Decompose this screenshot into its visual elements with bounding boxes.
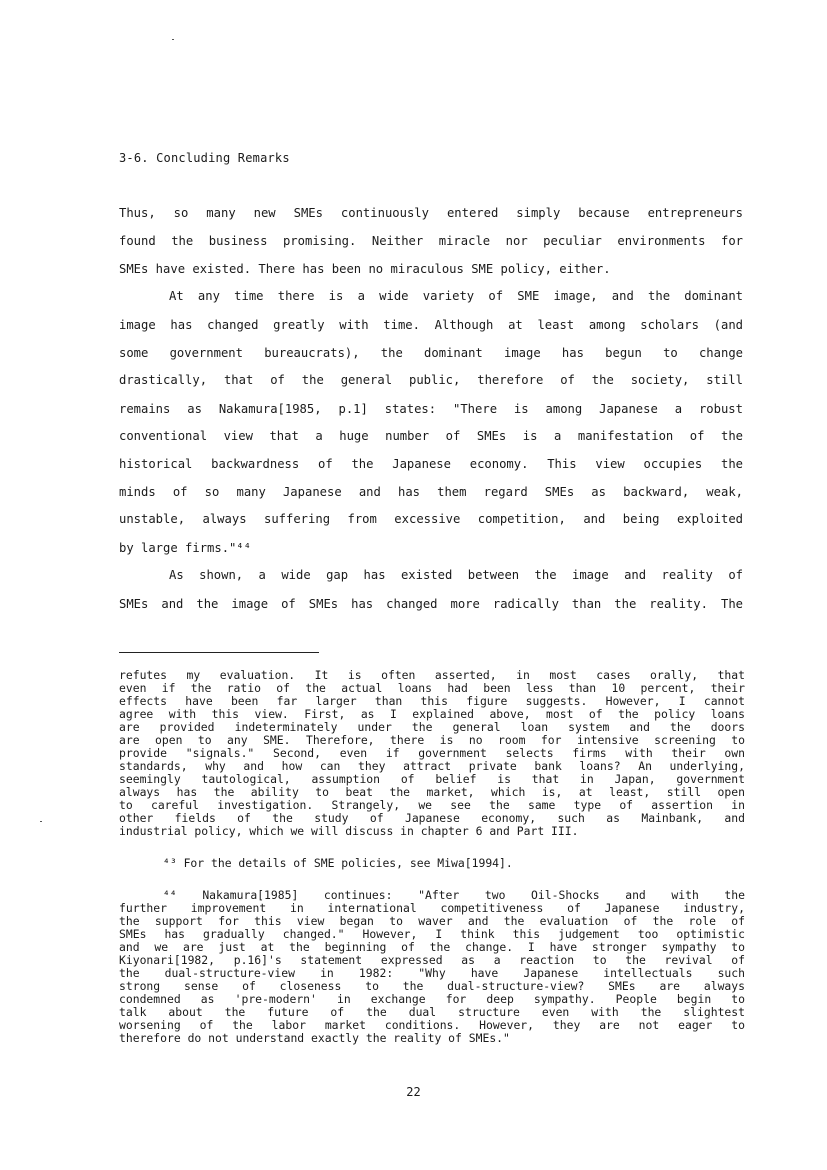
footnote-43: ⁴³ For the details of SME policies, see Miwa[1994]. [163,856,513,870]
body-line: remains as Nakamura[1985, p.1] states: "There is among Japanese a robust [119,402,743,416]
body-line: by large firms."⁴⁴ [119,541,252,555]
body-line: SMEs and the image of SMEs has changed more radically than the reality. The [119,597,743,611]
footnote-line: even if the ratio of the actual loans had been less than 10 percent, their [119,681,745,695]
footnote-line: industrial policy, which we will discuss in chapter 6 and Part III. [119,824,579,838]
body-line: Thus, so many new SMEs continuously entered simply because entrepreneurs [119,206,743,220]
scan-speck [172,39,174,40]
footnote-line: always has the ability to beat the market, which is, at least, still open [119,785,745,799]
footnote-line: refutes my evaluation. It is often asserted, in most cases orally, that [119,668,745,682]
body-line: conventional view that a huge number of SMEs is a manifestation of the [119,429,743,443]
footnote-44-line: talk about the future of the dual structure even with the slightest [119,1005,745,1019]
footnote-44-line: and we are just at the beginning of the change. I have stronger sympathy to [119,940,745,954]
footnote-44-line: ⁴⁴ Nakamura[1985] continues: "After two Oil-Shocks and with the [163,888,745,902]
body-line: At any time there is a wide variety of SME image, and the dominant [169,289,743,303]
footnote-line: agree with this view. First, as I explained above, most of the policy loans [119,707,745,721]
footnote-line: other fields of the study of Japanese economy, such as Mainbank, and [119,811,745,825]
body-line: some government bureaucrats), the dominant image has begun to change [119,346,743,360]
body-line: As shown, a wide gap has existed between the image and reality of [169,568,743,582]
scan-speck [40,821,42,822]
footnote-44-line: SMEs has gradually changed." However, I think this judgement too optimistic [119,927,745,941]
footnote-separator [119,652,319,653]
body-line: drastically, that of the general public, therefore of the society, still [119,373,743,387]
body-line: found the business promising. Neither miracle nor peculiar environments for [119,234,743,248]
footnote-line: to careful investigation. Strangely, we see the same type of assertion in [119,798,745,812]
body-line: SMEs have existed. There has been no miraculous SME policy, either. [119,262,611,276]
body-line: minds of so many Japanese and has them regard SMEs as backward, weak, [119,485,743,499]
footnote-44-line: worsening of the labor market conditions. However, they are not eager to [119,1018,745,1032]
footnote-44-line: condemned as 'pre-modern' in exchange for deep sympathy. People begin to [119,992,745,1006]
footnote-44-line: Kiyonari[1982, p.16]'s statement expressed as a reaction to the revival of [119,953,745,967]
footnote-44-line: the support for this view began to waver and the evaluation of the role of [119,914,745,928]
body-line: historical backwardness of the Japanese economy. This view occupies the [119,457,743,471]
footnote-line: seemingly tautological, assumption of belief is that in Japan, government [119,772,745,786]
footnote-line: are provided indeterminately under the general loan system and the doors [119,720,745,734]
footnote-44-line: the dual-structure-view in 1982: "Why have Japanese intellectuals such [119,966,745,980]
page-number: 22 [406,1085,421,1099]
footnote-44-line: further improvement in international competitiveness of Japanese industry, [119,901,745,915]
footnote-line: standards, why and how can they attract private bank loans? An underlying, [119,759,745,773]
section-heading: 3-6. Concluding Remarks [119,151,290,165]
body-line: unstable, always suffering from excessive competition, and being exploited [119,512,743,526]
footnote-line: are open to any SME. Therefore, there is no room for intensive screening to [119,733,745,747]
body-line: image has changed greatly with time. Although at least among scholars (and [119,318,743,332]
footnote-44-line: strong sense of closeness to the dual-structure-view? SMEs are always [119,979,745,993]
footnote-44-line: therefore do not understand exactly the reality of SMEs." [119,1031,510,1045]
footnote-line: effects have been far larger than this figure suggests. However, I cannot [119,694,745,708]
footnote-line: provide "signals." Second, even if government selects firms with their own [119,746,745,760]
